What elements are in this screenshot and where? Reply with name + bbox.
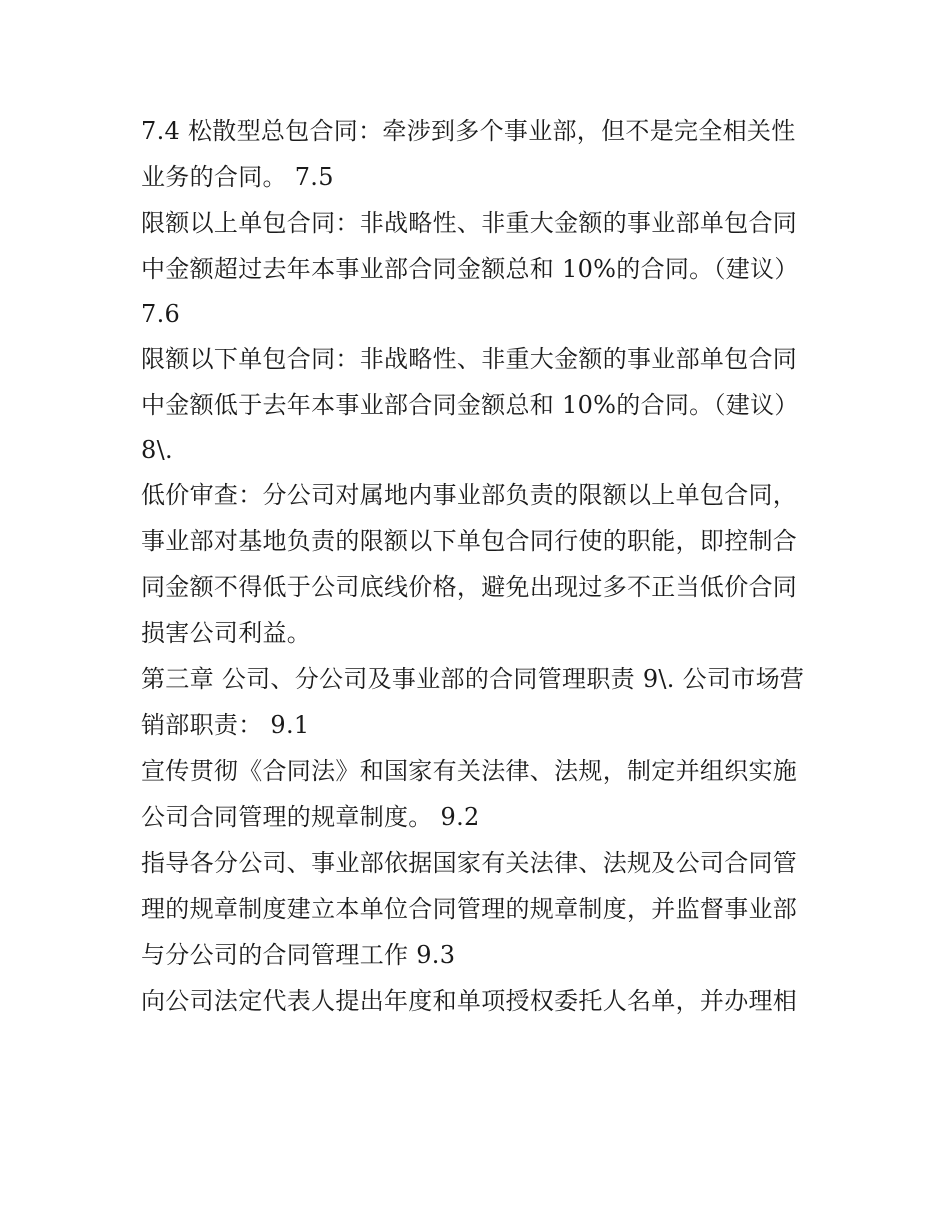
text-line: 限额以下单包合同：非战略性、非重大金额的事业部单包合同 <box>141 345 798 373</box>
text-line: 低价审查：分公司对属地内事业部负责的限额以上单包合同， <box>141 481 798 509</box>
text-line: 与分公司的合同管理工作 9.3 <box>141 941 456 969</box>
text-line: 销部职责： 9.1 <box>141 711 310 739</box>
text-line: 理的规章制度建立本单位合同管理的规章制度，并监督事业部 <box>141 895 798 923</box>
text-line: 8\. <box>141 436 173 464</box>
text-line: 中金额低于去年本事业部合同金额总和 10%的合同。（建议） <box>141 391 799 419</box>
text-line: 向公司法定代表人提出年度和单项授权委托人名单，并办理相 <box>141 987 798 1015</box>
text-line: 同金额不得低于公司底线价格，避免出现过多不正当低价合同 <box>141 573 798 601</box>
text-line: 7.4 松散型总包合同：牵涉到多个事业部，但不是完全相关性 <box>141 117 796 145</box>
text-line: 事业部对基地负责的限额以下单包合同行使的职能，即控制合 <box>141 527 798 555</box>
text-line: 指导各分公司、事业部依据国家有关法律、法规及公司合同管 <box>141 849 798 877</box>
text-line: 公司合同管理的规章制度。 9.2 <box>141 803 480 831</box>
text-line: 限额以上单包合同：非战略性、非重大金额的事业部单包合同 <box>141 209 798 237</box>
text-line: 业务的合同。 7.5 <box>141 163 334 191</box>
document-page <box>141 108 821 1024</box>
text-line: 7.6 <box>141 300 181 328</box>
text-line: 宣传贯彻《合同法》和国家有关法律、法规，制定并组织实施 <box>141 757 798 785</box>
text-line: 损害公司利益。 <box>141 619 312 647</box>
chapter-heading-line: 第三章 公司、分公司及事业部的合同管理职责 9\. 公司市场营 <box>141 665 805 693</box>
text-line: 中金额超过去年本事业部合同金额总和 10%的合同。（建议） <box>141 255 799 283</box>
